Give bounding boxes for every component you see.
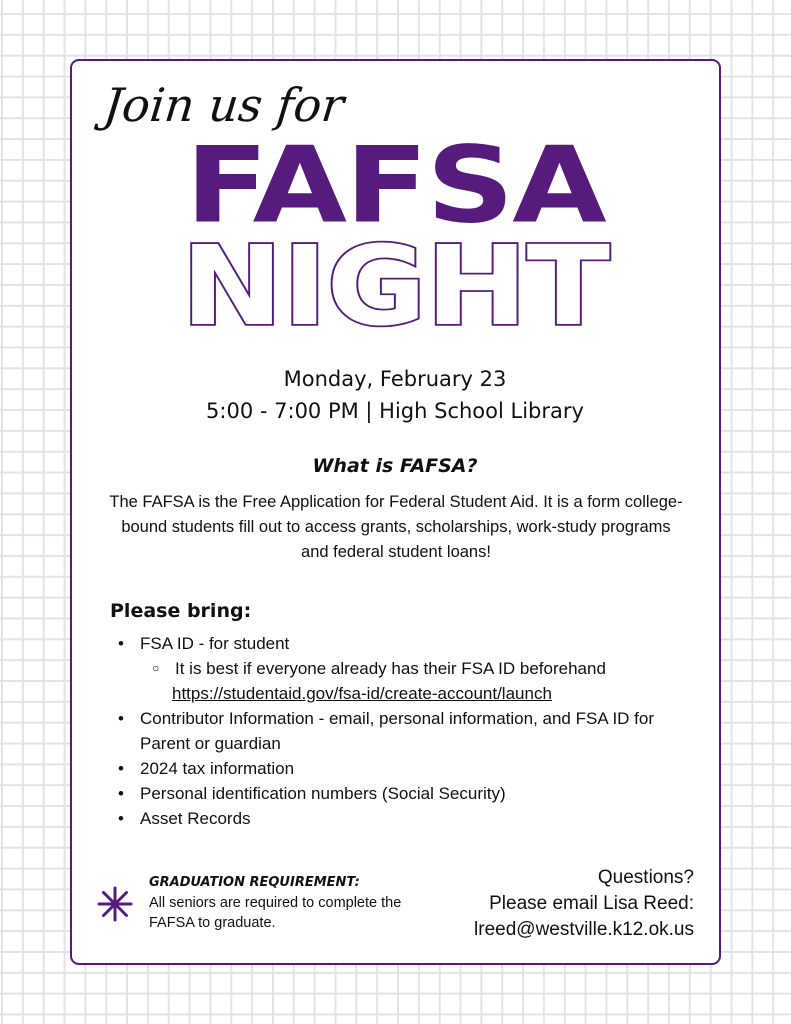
contact-info <box>474 865 694 943</box>
list-item-label: 2024 tax information <box>140 759 295 778</box>
star-asterisk-icon <box>97 886 133 922</box>
event-time-location: 5:00 - 7:00 PM | High School Library <box>206 399 584 423</box>
list-item-label: Contributor Information - email, personal information, and FSA ID for Parent or guardian <box>140 709 655 753</box>
intro-script-text: Join us for <box>101 78 347 132</box>
sub-list-item-label: It is best if everyone already has their FSA ID beforehand <box>175 659 606 678</box>
list-item <box>116 706 696 756</box>
bullet-icon: • <box>118 709 124 728</box>
bullet-icon: • <box>118 784 124 803</box>
bullet-icon: • <box>118 634 124 653</box>
list-item-label: FSA ID - for student <box>140 634 290 653</box>
list-item <box>116 756 696 781</box>
contact-questions: Questions? <box>597 867 694 888</box>
what-is-fafsa-heading: What is FAFSA? <box>312 455 478 477</box>
bullet-icon: • <box>118 759 124 778</box>
contact-instruction: Please email Lisa Reed: <box>489 893 694 914</box>
event-date: Monday, February 23 <box>283 367 507 391</box>
bullet-icon: • <box>118 809 124 828</box>
sub-list <box>140 656 696 706</box>
what-is-fafsa-body: The FAFSA is the Free Application for Federal Student Aid. It is a form college-bound students fill out to access grants, scholarships, work-study programs and federal student loans! <box>109 493 683 561</box>
please-bring-list <box>116 631 696 831</box>
title-night: NIGHT <box>181 222 609 350</box>
list-item <box>116 631 696 706</box>
fsa-id-create-account-link[interactable]: https://studentaid.gov/fsa-id/create-account/launch <box>172 684 552 703</box>
graduation-requirement-body: All seniors are required to complete the FAFSA to graduate. <box>149 895 402 931</box>
please-bring-heading: Please bring: <box>110 600 252 622</box>
list-item-label: Personal identification numbers (Social Security) <box>140 784 506 803</box>
circle-bullet-icon: ○ <box>152 661 160 675</box>
list-item <box>116 781 696 806</box>
contact-email[interactable]: lreed@westville.k12.ok.us <box>474 919 694 940</box>
title-fafsa: FAFSA <box>185 124 605 247</box>
list-item-label: Asset Records <box>140 809 251 828</box>
sub-list-item <box>140 656 696 706</box>
graduation-requirement-title: GRADUATION REQUIREMENT: <box>149 875 360 890</box>
list-item <box>116 806 696 831</box>
